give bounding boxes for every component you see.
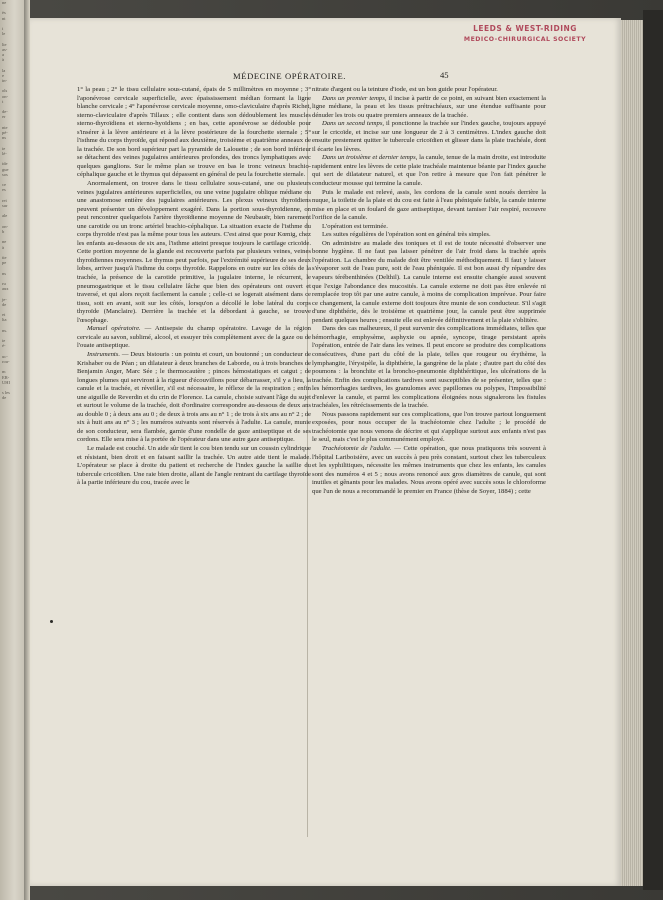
paragraph-text: — Deux bistouris : un pointu et court, un boutonné ; un conducteur de Krishaber ou de Péan ; un dilatateur à deux branches de Laborde, ou à trois branches de Benjamin Anger, Marc Sée ; le thermocautère ; pinces hémostatiques et catgut ; de longues plumes qui serviront à la rigueur d'écouvillons pour débarrasser, s'il y a lieu, la canule et la trachée, et réveiller, s'il est nécessaire, le réflexe de la respiration ; enfin une aiguille de Reverdin et du crin de Florence. La canule, choisie suivant l'âge du sujet et surtout le volume de la trachée, doit d'ordinaire correspondre au-dessous de deux ans au double 0 ; à deux ans au 0 ; de deux à trois ans au n° 1 ; de trois à six ans au n° 2 ; de six à huit ans au n° 3 ; les numéros suivants sont réservés à l'adulte. La canule, munie de son conducteur, sera flambée, garnie d'une rondelle de gaze antiseptique et de ses cordons. Elle sera mise à la portée de l'opérateur dans une autre gaze antiseptique. bbox=[77, 350, 311, 444]
previous-page-margin-text: ne ès nt i le lie as- a à la e in- ols on- t de- er nte pé- ns ie lé- ide gue sos ce es rei sur ale on- b ne à tie pe ns ru aux je- de et lta ns. ie é- uc- rou- m ER- UHI s les de bbox=[2, 0, 10, 401]
paragraph-text: Les suites régulières de l'opération sont en général très simples. bbox=[322, 231, 491, 239]
running-header bbox=[33, 71, 473, 85]
paragraph bbox=[312, 120, 546, 154]
right-column bbox=[312, 86, 546, 496]
paragraph bbox=[312, 95, 546, 121]
library-stamp bbox=[450, 24, 600, 43]
paragraph-text: — Cette opération, que nous pratiquons très souvent à l'hôpital Lariboisière, avec un succès à peu près constant, surtout chez les tuberculeux et les syphilitiques, nécessite les mêmes instruments que chez les enfants, les canules sont des numéros 4 et 5 ; nous avons renoncé aux gros diamètres de canule, qui sont inutiles et gênants pour les malades. Nous avons opéré avec succès sous le chloroforme que l'un de nous a recommandé le premier en France (thèse de Soyer, 1884) ; cette bbox=[312, 444, 546, 495]
paragraph bbox=[312, 189, 546, 223]
paragraph bbox=[77, 351, 311, 445]
paragraph-text: L'opération est terminée. bbox=[322, 222, 388, 230]
paragraph bbox=[312, 240, 546, 325]
paragraph bbox=[77, 445, 311, 488]
paragraph-text: Nous passons rapidement sur ces complications, que l'on trouve partout longuement exposées, pour nous occuper de la trachéotomie chez l'adulte ; le procédé de trachéotomie que nous venons de décrire et qui s'applique surtout aux enfants n'est pas le seul, mais c'est le plus communément employé. bbox=[312, 410, 546, 444]
paragraph-lead: Instruments. bbox=[87, 350, 121, 358]
stamp-line-2: MEDICO-CHIRURGICAL SOCIETY bbox=[463, 36, 587, 43]
paragraph bbox=[312, 154, 546, 188]
paragraph-text: Puis le malade est relevé, assis, les cordons de la canule sont noués derrière la nuque, la toilette de la plaie et du cou est faite à l'eau phéniquée faible, la canule interne mise en place et un foulard de gaze antiseptique, devant tamiser l'air respiré, recouvre l'orifice de la canule. bbox=[312, 188, 546, 222]
page-edges bbox=[621, 20, 643, 886]
paragraph bbox=[312, 325, 546, 410]
previous-page-edge bbox=[0, 0, 24, 900]
paragraph-text: nitrate d'argent ou la teinture d'iode, est un bon guide pour l'opérateur. bbox=[312, 86, 498, 93]
paragraph-lead: Dans un premier temps, bbox=[322, 94, 387, 102]
book-spine bbox=[643, 10, 663, 890]
paragraph-text: — Antisepsie du champ opératoire. Lavage de la région cervicale au savon, sublimé, alcool, et essuyer très complètement avec de la gaze ou de l'ouate antiseptique. bbox=[77, 325, 311, 350]
paragraph bbox=[77, 325, 311, 351]
paragraph-text: On administre au malade des toniques et il est de toute nécessité d'observer une bonne hygiène. Il ne faut pas laisser pénétrer de l'air froid dans la trachée après l'opération. La chambre du malade doit être ventilée méthodiquement. Il faut y laisser s'évaporer soit de l'eau pure, soit de l'eau phéniquée. Il est bon aussi d'y répandre des vapeurs térébenthinées (Delthil). La canule interne est ensuite changée aussi souvent que l'exige l'abondance des mucosités. La canule externe ne doit pas être enlevée ni remplacée trop tôt par une autre canule, à moins de complication imprévue. Pour faire ce changement, la canule externe doit toujours être munie de son conducteur. S'il s'agit d'une diphthérie, dès le troisième et quatrième jour, la canule peut être supprimée pendant quelques heures ; ensuite elle est enlevée définitivement et la plaie s'oblitère. bbox=[312, 239, 546, 324]
paragraph-lead: Trachéotomie de l'adulte. bbox=[322, 444, 392, 452]
paragraph-lead: Dans un troisième et dernier temps, bbox=[322, 154, 418, 162]
paragraph-text: Dans des cas malheureux, il peut survenir des complications immédiates, telles que hémorrhagie, emphysème, asphyxie ou apnée, syncope, tirage persistant après l'opération, entrée de l'air dans les veines. Il peut encore se produire des complications consécutives, d'une part du côté de la plaie, telles que rougeur ou érythème, la lymphangite, l'érysipèle, la diphthérie, la gangrène de la plaie ; d'autre part du côté des poumons : la bronchite et la broncho-pneumonie diphthéritique, les ulcérations de la trachée. Enfin des complications tardives sont susceptibles de se présenter, telles que : les hémorrhagies tardives, les granulomes avec papillomes ou polypes, l'impossibilité d'enlever la canule, et parmi les complications éloignées nous signalerons les fistules trachéales, les rétrécissements de la trachée. bbox=[312, 325, 546, 410]
paragraph-lead: Dans un second temps, bbox=[322, 120, 385, 128]
paragraph-text: il incise à partir de ce point, en suivant bien exactement la ligne médiane, la peau et les tissus prétrachéaux, sur une étendue suffisante pour dénuder les trois ou quatre premiers anneaux de la trachée. bbox=[312, 94, 546, 119]
page-number: 45 bbox=[440, 70, 449, 80]
paragraph-lead: Manuel opératoire. bbox=[87, 325, 141, 333]
paragraph-text: la canule, tenue de la main droite, est introduite rapidement entre les lèvres de cette plaie trachéale maintenue béante par l'index gauche qui sert de dilatateur naturel, et que l'on retire à mesure que l'on fait pénétrer le conducteur mousse qui termine la canule. bbox=[312, 154, 546, 188]
paragraph bbox=[312, 223, 546, 232]
paragraph bbox=[312, 231, 546, 240]
paragraph-text: il ponctionne la trachée sur l'index gauche, toujours appuyé sur le cricoïde, et incise sur une longueur de 2 à 3 centimètres. L'index gauche doit ensuite prestement quitter le tubercule cricoïdien et glisser dans la plaie trachéale, dont il écarte les lèvres. bbox=[312, 120, 546, 153]
paragraph bbox=[77, 86, 311, 180]
paragraph bbox=[312, 411, 546, 445]
running-title: MÉDECINE OPÉRATOIRE. bbox=[233, 71, 347, 81]
paragraph-text: 1° la peau ; 2° le tissu cellulaire sous-cutané, épais de 5 millimètres en moyenne ; 3° l'aponévrose cervicale superficielle, avec épaississement médian formant la ligne blanche cervicale ; 4° l'aponévrose cervicale moyenne, omo-claviculaire d'après Richet, sterno-claviculaire d'après Tillaux ; elle contient dans son dédoublement les muscles sterno-thyroïdiens et sterno-hyoïdiens ; en bas, cette aponévrose se dédouble pour s'insérer à la lèvre antérieure et à la lèvre postérieure de la fourchette sternale ; 5° l'isthme du corps thyroïde, qui répond aux deuxième, troisième et quatrième anneaux de la trachée. De son bord supérieur part la pyramide de Lalouette ; de son bord inférieur se détachent des veines jugulaires antérieures profondes, des troncs lymphatiques avec quelques ganglions. Sur le même plan se trouve en bas le tronc veineux brachio-céphalique gauche et le thymus qui dépassent en général de peu la fourchette sternale. bbox=[77, 86, 311, 179]
paragraph-text: Anormalement, on trouve dans le tissu cellulaire sous-cutané, une ou plusieurs veines jugulaires antérieures superficielles, ou une veine jugulaire oblique médiane ou une anastomose entière des jugulaires antérieures. Les plexus veineux thyroïdiens peuvent présenter un développement exagéré. Dans la portion sous-thyroïdienne, on peut rencontrer quelquefois l'artère thyroïdienne moyenne de Neubauër, bien rarement une carotide ou un tronc artériel brachio-céphalique. La situation exacte de l'isthme du corps thyroïde n'est pas la même pour tous les auteurs. C'est ainsi que pour Kœnig, chez les enfants au-dessous de six ans, l'isthme atteint presque toujours le cartilage cricoïde. Cette portion moyenne de la glande est recouverte parfois par plusieurs veines, veines thyroïdiennes moyennes. Le thymus peut parfois, par l'extrémité supérieure de ses deux lobes, arriver jusqu'à l'isthme du corps thyroïde. Rappelons en outre sur les côtés de la trachée, la présence de la carotide primitive, la jugulaire interne, le récurrent, le pneumogastrique et le tissu cellulaire lâche que bien des opérateurs ont ouvert et traversé, et qui alors reçoit facilement la canule ; celle-ci se logerait aisément dans ce tissu, soit en avant, soit sur les côtés, lorsqu'on a décollé le lobe latéral du corps thyroïde (Manclaire). Derrière la trachée et la débordant à gauche, se trouve l'œsophage. bbox=[77, 180, 311, 324]
paragraph bbox=[312, 86, 546, 95]
stamp-line-1: LEEDS & WEST-RIDING bbox=[473, 24, 577, 33]
paragraph-text: Le malade est couché. Un aide sûr tient le cou bien tendu sur un coussin cylindrique et résistant, bien droit et en faisant saillir la trachée. Un autre aide tient le malade. L'opérateur se place à droite du patient et recherche de l'index gauche la saillie du tubercule cricoïdien. Une raie bien droite, allant de l'angle rentrant du cartilage thyroïde à la partie inférieure du cou, tracée avec le bbox=[77, 444, 311, 487]
left-column bbox=[77, 86, 311, 488]
margin-dot bbox=[50, 620, 53, 623]
paragraph bbox=[77, 180, 311, 325]
paragraph bbox=[312, 445, 546, 496]
